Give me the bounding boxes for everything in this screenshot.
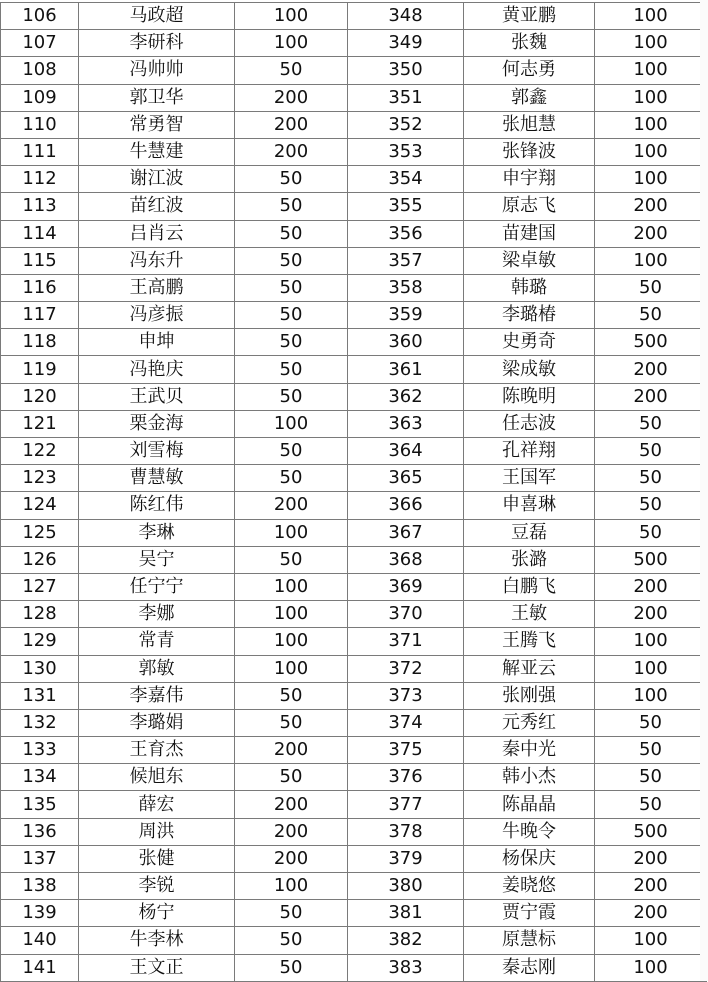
- right-amount-cell: 200: [595, 220, 707, 247]
- table-row: [1, 709, 707, 736]
- right-amount-cell: 50: [595, 492, 707, 519]
- right-name-cell: 梁卓敏: [464, 247, 595, 274]
- right-amount-cell: 500: [595, 329, 707, 356]
- table-row: [1, 138, 707, 165]
- right-amount-cell: 100: [595, 927, 707, 954]
- left-name-cell: 李璐娟: [79, 709, 235, 736]
- table-row: [1, 954, 707, 981]
- table-row: [1, 927, 707, 954]
- table-row: [1, 57, 707, 84]
- table-row: [1, 573, 707, 600]
- table-row: [1, 356, 707, 383]
- left-number-cell: 113: [1, 193, 79, 220]
- left-name-cell: 薛宏: [79, 791, 235, 818]
- right-amount-cell: 200: [595, 601, 707, 628]
- right-name-cell: 元秀红: [464, 709, 595, 736]
- left-number-cell: 107: [1, 30, 79, 57]
- right-number-cell: 350: [348, 57, 464, 84]
- table-row: [1, 383, 707, 410]
- left-number-cell: 129: [1, 628, 79, 655]
- left-name-cell: 王文正: [79, 954, 235, 981]
- left-name-cell: 李琳: [79, 519, 235, 546]
- right-number-cell: 372: [348, 655, 464, 682]
- left-amount-cell: 100: [235, 573, 348, 600]
- left-name-cell: 牛慧建: [79, 138, 235, 165]
- right-name-cell: 秦志刚: [464, 954, 595, 981]
- right-amount-cell: 200: [595, 900, 707, 927]
- left-amount-cell: 50: [235, 546, 348, 573]
- left-name-cell: 任宁宁: [79, 573, 235, 600]
- left-amount-cell: 50: [235, 274, 348, 301]
- table-row: [1, 601, 707, 628]
- right-number-cell: 352: [348, 111, 464, 138]
- left-name-cell: 李娜: [79, 601, 235, 628]
- left-number-cell: 128: [1, 601, 79, 628]
- right-number-cell: 358: [348, 274, 464, 301]
- right-amount-cell: 200: [595, 573, 707, 600]
- right-number-cell: 368: [348, 546, 464, 573]
- right-name-cell: 杨保庆: [464, 845, 595, 872]
- left-number-cell: 141: [1, 954, 79, 981]
- left-number-cell: 138: [1, 873, 79, 900]
- right-name-cell: 王敏: [464, 601, 595, 628]
- right-name-cell: 原志飞: [464, 193, 595, 220]
- right-number-cell: 369: [348, 573, 464, 600]
- table-row: [1, 492, 707, 519]
- right-amount-cell: 100: [595, 57, 707, 84]
- table-row: [1, 274, 707, 301]
- right-name-cell: 韩璐: [464, 274, 595, 301]
- left-number-cell: 123: [1, 465, 79, 492]
- left-name-cell: 冯东升: [79, 247, 235, 274]
- left-number-cell: 131: [1, 682, 79, 709]
- table-row: [1, 329, 707, 356]
- left-number-cell: 135: [1, 791, 79, 818]
- right-amount-cell: 500: [595, 546, 707, 573]
- right-name-cell: 何志勇: [464, 57, 595, 84]
- right-name-cell: 史勇奇: [464, 329, 595, 356]
- right-number-cell: 376: [348, 764, 464, 791]
- left-number-cell: 122: [1, 438, 79, 465]
- left-amount-cell: 200: [235, 84, 348, 111]
- table-row: [1, 302, 707, 329]
- right-amount-cell: 500: [595, 818, 707, 845]
- right-number-cell: 355: [348, 193, 464, 220]
- right-number-cell: 371: [348, 628, 464, 655]
- left-number-cell: 108: [1, 57, 79, 84]
- left-amount-cell: 50: [235, 682, 348, 709]
- left-amount-cell: 50: [235, 954, 348, 981]
- left-number-cell: 121: [1, 410, 79, 437]
- right-amount-cell: 50: [595, 274, 707, 301]
- right-number-cell: 373: [348, 682, 464, 709]
- table-row: [1, 546, 707, 573]
- right-number-cell: 348: [348, 3, 464, 30]
- right-amount-cell: 50: [595, 737, 707, 764]
- left-number-cell: 111: [1, 138, 79, 165]
- left-number-cell: 120: [1, 383, 79, 410]
- left-amount-cell: 50: [235, 438, 348, 465]
- page-edge: [700, 0, 708, 981]
- right-amount-cell: 100: [595, 166, 707, 193]
- left-amount-cell: 50: [235, 927, 348, 954]
- right-number-cell: 356: [348, 220, 464, 247]
- table-row: [1, 247, 707, 274]
- right-name-cell: 解亚云: [464, 655, 595, 682]
- right-amount-cell: 50: [595, 709, 707, 736]
- table-row: [1, 166, 707, 193]
- left-number-cell: 133: [1, 737, 79, 764]
- right-amount-cell: 100: [595, 628, 707, 655]
- left-number-cell: 114: [1, 220, 79, 247]
- right-amount-cell: 100: [595, 682, 707, 709]
- left-amount-cell: 200: [235, 791, 348, 818]
- table-row: [1, 845, 707, 872]
- left-name-cell: 冯帅帅: [79, 57, 235, 84]
- table-body: [1, 3, 707, 982]
- left-name-cell: 申坤: [79, 329, 235, 356]
- right-number-cell: 364: [348, 438, 464, 465]
- right-number-cell: 381: [348, 900, 464, 927]
- left-number-cell: 115: [1, 247, 79, 274]
- right-name-cell: 李璐椿: [464, 302, 595, 329]
- right-name-cell: 张魏: [464, 30, 595, 57]
- left-amount-cell: 100: [235, 873, 348, 900]
- right-amount-cell: 100: [595, 247, 707, 274]
- right-number-cell: 375: [348, 737, 464, 764]
- right-amount-cell: 50: [595, 438, 707, 465]
- left-amount-cell: 200: [235, 845, 348, 872]
- left-amount-cell: 50: [235, 764, 348, 791]
- left-name-cell: 郭敏: [79, 655, 235, 682]
- table-row: [1, 30, 707, 57]
- right-name-cell: 牛晚令: [464, 818, 595, 845]
- left-number-cell: 126: [1, 546, 79, 573]
- left-number-cell: 140: [1, 927, 79, 954]
- left-number-cell: 134: [1, 764, 79, 791]
- left-number-cell: 130: [1, 655, 79, 682]
- left-amount-cell: 100: [235, 519, 348, 546]
- left-number-cell: 112: [1, 166, 79, 193]
- left-name-cell: 杨宁: [79, 900, 235, 927]
- left-amount-cell: 50: [235, 329, 348, 356]
- right-name-cell: 张旭慧: [464, 111, 595, 138]
- right-name-cell: 张锋波: [464, 138, 595, 165]
- right-name-cell: 原慧标: [464, 927, 595, 954]
- right-name-cell: 郭鑫: [464, 84, 595, 111]
- left-amount-cell: 50: [235, 220, 348, 247]
- left-name-cell: 苗红波: [79, 193, 235, 220]
- left-name-cell: 候旭东: [79, 764, 235, 791]
- right-amount-cell: 100: [595, 111, 707, 138]
- left-amount-cell: 100: [235, 3, 348, 30]
- right-amount-cell: 200: [595, 873, 707, 900]
- left-name-cell: 栗金海: [79, 410, 235, 437]
- left-amount-cell: 50: [235, 900, 348, 927]
- right-name-cell: 申宇翔: [464, 166, 595, 193]
- table-row: [1, 111, 707, 138]
- table-row: [1, 410, 707, 437]
- left-number-cell: 125: [1, 519, 79, 546]
- right-amount-cell: 200: [595, 193, 707, 220]
- left-name-cell: 王武贝: [79, 383, 235, 410]
- left-number-cell: 116: [1, 274, 79, 301]
- left-name-cell: 王育杰: [79, 737, 235, 764]
- left-amount-cell: 100: [235, 30, 348, 57]
- left-amount-cell: 50: [235, 166, 348, 193]
- left-name-cell: 牛李林: [79, 927, 235, 954]
- left-name-cell: 李嘉伟: [79, 682, 235, 709]
- right-number-cell: 360: [348, 329, 464, 356]
- left-name-cell: 张健: [79, 845, 235, 872]
- right-number-cell: 379: [348, 845, 464, 872]
- right-amount-cell: 50: [595, 410, 707, 437]
- right-name-cell: 梁成敏: [464, 356, 595, 383]
- left-name-cell: 郭卫华: [79, 84, 235, 111]
- right-number-cell: 359: [348, 302, 464, 329]
- right-name-cell: 王腾飞: [464, 628, 595, 655]
- right-number-cell: 380: [348, 873, 464, 900]
- left-amount-cell: 200: [235, 111, 348, 138]
- left-name-cell: 谢江波: [79, 166, 235, 193]
- table-row: [1, 438, 707, 465]
- table-row: [1, 193, 707, 220]
- right-name-cell: 王国军: [464, 465, 595, 492]
- right-amount-cell: 50: [595, 791, 707, 818]
- right-name-cell: 陈晶晶: [464, 791, 595, 818]
- right-name-cell: 姜晓悠: [464, 873, 595, 900]
- left-amount-cell: 50: [235, 57, 348, 84]
- right-number-cell: 361: [348, 356, 464, 383]
- left-number-cell: 119: [1, 356, 79, 383]
- table-row: [1, 764, 707, 791]
- left-name-cell: 陈红伟: [79, 492, 235, 519]
- left-number-cell: 124: [1, 492, 79, 519]
- left-number-cell: 132: [1, 709, 79, 736]
- left-name-cell: 吕肖云: [79, 220, 235, 247]
- left-name-cell: 常青: [79, 628, 235, 655]
- right-name-cell: 张刚强: [464, 682, 595, 709]
- right-number-cell: 365: [348, 465, 464, 492]
- left-amount-cell: 50: [235, 709, 348, 736]
- left-amount-cell: 50: [235, 356, 348, 383]
- left-amount-cell: 50: [235, 383, 348, 410]
- right-amount-cell: 100: [595, 655, 707, 682]
- left-number-cell: 139: [1, 900, 79, 927]
- left-number-cell: 127: [1, 573, 79, 600]
- left-name-cell: 李锐: [79, 873, 235, 900]
- right-amount-cell: 200: [595, 383, 707, 410]
- right-number-cell: 377: [348, 791, 464, 818]
- left-amount-cell: 200: [235, 818, 348, 845]
- right-name-cell: 苗建国: [464, 220, 595, 247]
- right-name-cell: 黄亚鹏: [464, 3, 595, 30]
- right-name-cell: 贾宁霞: [464, 900, 595, 927]
- right-number-cell: 382: [348, 927, 464, 954]
- right-amount-cell: 100: [595, 30, 707, 57]
- left-amount-cell: 200: [235, 492, 348, 519]
- right-amount-cell: 100: [595, 84, 707, 111]
- table-row: [1, 220, 707, 247]
- right-name-cell: 申喜琳: [464, 492, 595, 519]
- left-amount-cell: 50: [235, 302, 348, 329]
- left-amount-cell: 200: [235, 138, 348, 165]
- table-row: [1, 655, 707, 682]
- left-name-cell: 吴宁: [79, 546, 235, 573]
- right-amount-cell: 50: [595, 302, 707, 329]
- left-amount-cell: 100: [235, 601, 348, 628]
- right-number-cell: 349: [348, 30, 464, 57]
- right-name-cell: 白鹏飞: [464, 573, 595, 600]
- left-name-cell: 常勇智: [79, 111, 235, 138]
- table-row: [1, 818, 707, 845]
- left-number-cell: 136: [1, 818, 79, 845]
- right-number-cell: 370: [348, 601, 464, 628]
- table-row: [1, 873, 707, 900]
- left-number-cell: 106: [1, 3, 79, 30]
- left-amount-cell: 100: [235, 655, 348, 682]
- right-name-cell: 任志波: [464, 410, 595, 437]
- left-amount-cell: 200: [235, 737, 348, 764]
- left-amount-cell: 50: [235, 247, 348, 274]
- right-number-cell: 367: [348, 519, 464, 546]
- right-amount-cell: 100: [595, 3, 707, 30]
- table-row: [1, 900, 707, 927]
- table-row: [1, 682, 707, 709]
- left-number-cell: 109: [1, 84, 79, 111]
- left-name-cell: 曹慧敏: [79, 465, 235, 492]
- right-number-cell: 378: [348, 818, 464, 845]
- right-amount-cell: 50: [595, 519, 707, 546]
- right-number-cell: 357: [348, 247, 464, 274]
- right-number-cell: 353: [348, 138, 464, 165]
- left-number-cell: 117: [1, 302, 79, 329]
- table-row: [1, 791, 707, 818]
- right-number-cell: 351: [348, 84, 464, 111]
- right-amount-cell: 50: [595, 465, 707, 492]
- table-row: [1, 465, 707, 492]
- left-name-cell: 马政超: [79, 3, 235, 30]
- right-number-cell: 354: [348, 166, 464, 193]
- table-row: [1, 519, 707, 546]
- left-name-cell: 王高鹏: [79, 274, 235, 301]
- right-number-cell: 383: [348, 954, 464, 981]
- table-row: [1, 3, 707, 30]
- left-amount-cell: 50: [235, 465, 348, 492]
- right-amount-cell: 50: [595, 764, 707, 791]
- left-amount-cell: 50: [235, 193, 348, 220]
- left-name-cell: 李研科: [79, 30, 235, 57]
- left-number-cell: 110: [1, 111, 79, 138]
- left-amount-cell: 100: [235, 628, 348, 655]
- left-number-cell: 137: [1, 845, 79, 872]
- right-amount-cell: 100: [595, 138, 707, 165]
- right-number-cell: 363: [348, 410, 464, 437]
- right-amount-cell: 200: [595, 845, 707, 872]
- right-name-cell: 孔祥翔: [464, 438, 595, 465]
- left-name-cell: 周洪: [79, 818, 235, 845]
- right-amount-cell: 200: [595, 356, 707, 383]
- left-name-cell: 冯彦振: [79, 302, 235, 329]
- right-name-cell: 秦中光: [464, 737, 595, 764]
- right-name-cell: 韩小杰: [464, 764, 595, 791]
- right-amount-cell: 100: [595, 954, 707, 981]
- left-name-cell: 刘雪梅: [79, 438, 235, 465]
- left-amount-cell: 100: [235, 410, 348, 437]
- right-name-cell: 豆磊: [464, 519, 595, 546]
- right-name-cell: 陈晚明: [464, 383, 595, 410]
- left-name-cell: 冯艳庆: [79, 356, 235, 383]
- right-number-cell: 362: [348, 383, 464, 410]
- right-name-cell: 张潞: [464, 546, 595, 573]
- table-row: [1, 84, 707, 111]
- right-number-cell: 374: [348, 709, 464, 736]
- right-number-cell: 366: [348, 492, 464, 519]
- table-row: [1, 737, 707, 764]
- donation-table: [0, 2, 707, 982]
- left-number-cell: 118: [1, 329, 79, 356]
- table-row: [1, 628, 707, 655]
